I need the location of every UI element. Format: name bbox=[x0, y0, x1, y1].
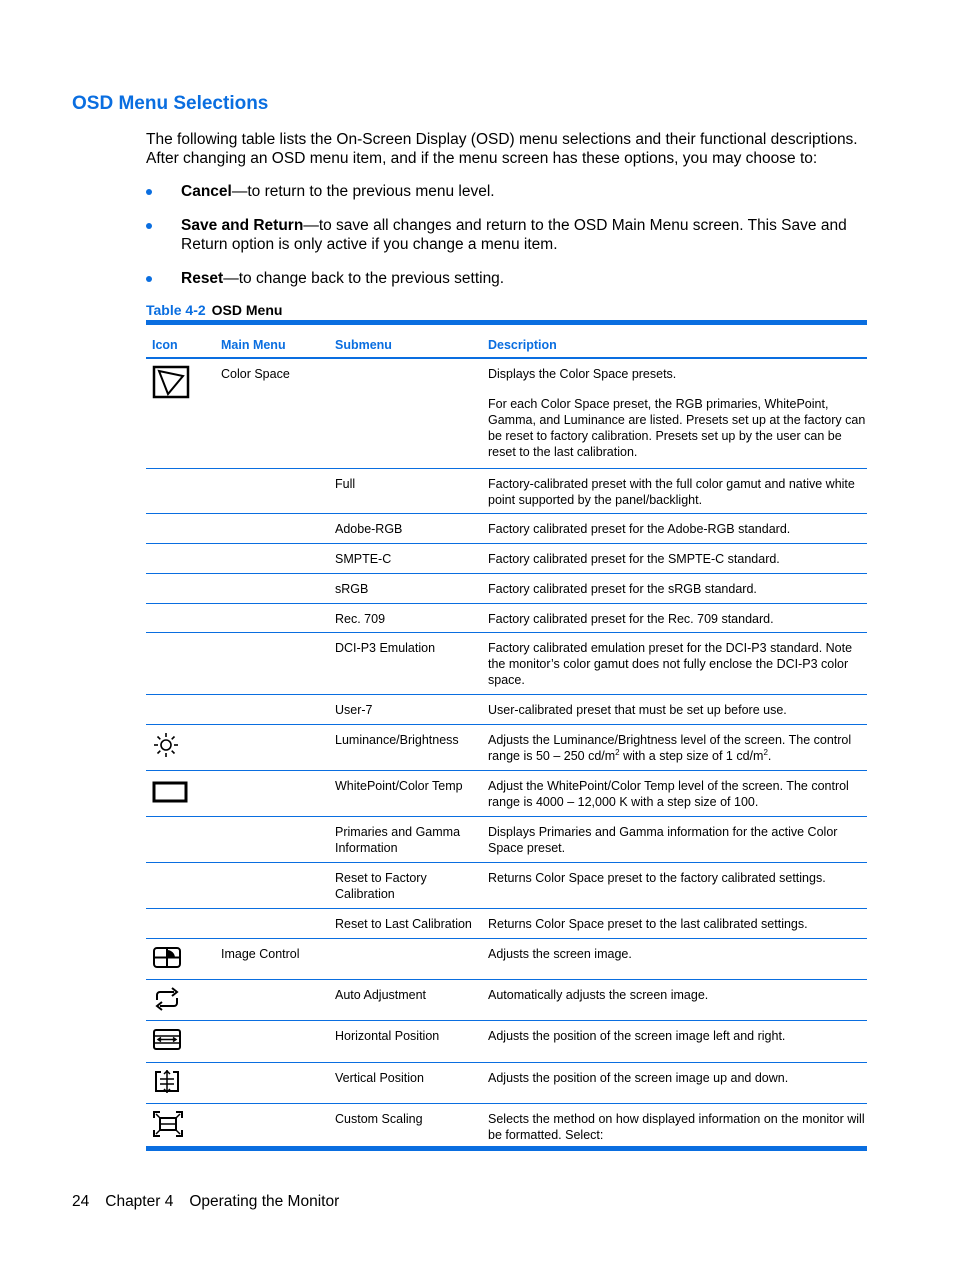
list-item bbox=[146, 216, 870, 254]
table-row bbox=[146, 469, 867, 514]
submenu-cell: User-7 bbox=[335, 703, 373, 717]
table-row bbox=[146, 909, 867, 939]
description-cell: Selects the method on how displayed information on the monitor will be formatted. Select: bbox=[488, 1112, 865, 1142]
description-cell: Displays Primaries and Gamma information for the active Color Space preset. bbox=[488, 825, 838, 855]
bullet-icon bbox=[146, 189, 152, 195]
description-cell: Factory calibrated preset for the Rec. 709 standard. bbox=[488, 612, 774, 626]
header-description: Description bbox=[488, 338, 557, 352]
submenu-cell: Reset to Factory Calibration bbox=[335, 871, 427, 901]
main-menu-cell: Image Control bbox=[221, 947, 300, 961]
bullet-icon bbox=[146, 223, 152, 229]
chapter-label: Chapter 4 bbox=[105, 1193, 174, 1210]
list-item bbox=[146, 182, 870, 201]
submenu-cell: Auto Adjustment bbox=[335, 988, 427, 1002]
description-cell: Factory calibrated emulation preset for the DCI-P3 standard. Note the monitor’s color gamut does not fully enclose the DCI-P3 color space. bbox=[488, 641, 853, 687]
description-cell: Returns Color Space preset to the last calibrated settings. bbox=[488, 917, 808, 931]
submenu-cell: Luminance/Brightness bbox=[335, 733, 459, 747]
description-cell: Adjusts the position of the screen image up and down. bbox=[488, 1071, 789, 1085]
table-row bbox=[146, 980, 867, 1021]
description-cell: Returns Color Space preset to the factory calibrated settings. bbox=[488, 871, 826, 885]
table-row bbox=[146, 359, 867, 469]
table-row bbox=[146, 1063, 867, 1104]
submenu-cell: WhitePoint/Color Temp bbox=[335, 779, 463, 793]
submenu-cell: DCI-P3 Emulation bbox=[335, 641, 436, 655]
custom-scaling-icon bbox=[146, 1104, 221, 1146]
description-cell: Adjusts the position of the screen image left and right. bbox=[488, 1029, 786, 1043]
submenu-cell: Custom Scaling bbox=[335, 1112, 423, 1126]
table-row bbox=[146, 771, 867, 817]
description-cell: Adjusts the Luminance/Brightness level of the screen. The control range is 50 – 250 $cd/m^2$ with a step size of 1 $cd/m^2$. bbox=[488, 733, 852, 763]
submenu-cell: Vertical Position bbox=[335, 1071, 424, 1085]
osd-menu-table bbox=[146, 320, 867, 1151]
description-text: Displays the Color Space presets. bbox=[488, 367, 677, 381]
description-cell: Adjust the WhitePoint/Color Temp level of the screen. The control range is 4000 – 12,000 K with a step size of 100. bbox=[488, 779, 849, 809]
description-cell: Factory calibrated preset for the sRGB standard. bbox=[488, 582, 757, 596]
submenu-cell bbox=[335, 359, 488, 468]
description-cell: User-calibrated preset that must be set up before use. bbox=[488, 703, 787, 717]
page-footer bbox=[72, 1193, 355, 1211]
submenu-cell: Horizontal Position bbox=[335, 1029, 440, 1043]
auto-adjust-icon bbox=[146, 980, 221, 1020]
table-row bbox=[146, 1104, 867, 1147]
page-title: OSD Menu Selections bbox=[72, 93, 269, 114]
description-cell: Factory calibrated preset for the Adobe-RGB standard. bbox=[488, 522, 791, 536]
table-row bbox=[146, 604, 867, 633]
bullet-icon bbox=[146, 276, 152, 282]
submenu-cell: Reset to Last Calibration bbox=[335, 917, 472, 931]
chapter-title: Operating the Monitor bbox=[189, 1193, 340, 1210]
main-menu-cell: Color Space bbox=[221, 367, 290, 381]
table-title: OSD Menu bbox=[211, 302, 283, 318]
table-row bbox=[146, 863, 867, 909]
intro-paragraph: The following table lists the On-Screen Display (OSD) menu selections and their functional descriptions. After changing an OSD menu item, and if the menu screen has these options, you may choose to: bbox=[146, 131, 858, 167]
submenu-cell: Rec. 709 bbox=[335, 612, 386, 626]
header-icon: Icon bbox=[152, 338, 178, 352]
option-term: Cancel bbox=[181, 183, 232, 200]
description-cell: Automatically adjusts the screen image. bbox=[488, 988, 709, 1002]
submenu-cell: Full bbox=[335, 477, 356, 491]
page-number: 24 bbox=[72, 1193, 90, 1210]
table-bottom-rule bbox=[146, 1147, 867, 1151]
table-row bbox=[146, 544, 867, 574]
submenu-cell: sRGB bbox=[335, 582, 369, 596]
description-cell: Factory-calibrated preset with the full color gamut and native white point supported by the panel/backlight. bbox=[488, 477, 855, 507]
table-row bbox=[146, 1021, 867, 1063]
brightness-icon bbox=[146, 725, 221, 770]
horizontal-position-icon bbox=[146, 1021, 221, 1062]
description-cell bbox=[488, 359, 867, 468]
table-row bbox=[146, 695, 867, 725]
table-row bbox=[146, 817, 867, 863]
table-row bbox=[146, 725, 867, 771]
submenu-cell: SMPTE-C bbox=[335, 552, 392, 566]
submenu-cell: Adobe-RGB bbox=[335, 522, 403, 536]
description-text: For each Color Space preset, the RGB primaries, WhitePoint, Gamma, and Luminance are listed. Presets set up at the factory can be reset to factory calibration. Presets set up by the user can be reset to the last calibration. bbox=[488, 397, 866, 459]
table-caption bbox=[146, 302, 282, 318]
table-row bbox=[146, 939, 867, 980]
option-text: —to save all changes and return to the OSD Main Menu screen. This Save and Return option is only active if you change a menu item. bbox=[181, 217, 847, 253]
table-number: Table 4-2 bbox=[146, 302, 206, 318]
option-text: —to change back to the previous setting. bbox=[223, 270, 505, 287]
header-submenu: Submenu bbox=[335, 338, 392, 352]
table-row bbox=[146, 574, 867, 604]
description-cell: Factory calibrated preset for the SMPTE-C standard. bbox=[488, 552, 780, 566]
color-space-icon bbox=[146, 359, 221, 468]
option-term: Save and Return bbox=[181, 217, 304, 234]
whitepoint-icon bbox=[146, 771, 221, 816]
list-item bbox=[146, 269, 870, 288]
table-row bbox=[146, 633, 867, 695]
table-row bbox=[146, 514, 867, 544]
image-control-icon bbox=[146, 939, 221, 979]
option-term: Reset bbox=[181, 270, 224, 287]
submenu-cell: Primaries and Gamma Information bbox=[335, 825, 461, 855]
header-main-menu: Main Menu bbox=[221, 338, 286, 352]
option-text: —to return to the previous menu level. bbox=[231, 183, 495, 200]
description-cell: Adjusts the screen image. bbox=[488, 947, 632, 961]
table-header bbox=[146, 325, 867, 359]
options-list bbox=[146, 182, 870, 303]
vertical-position-icon bbox=[146, 1063, 221, 1103]
